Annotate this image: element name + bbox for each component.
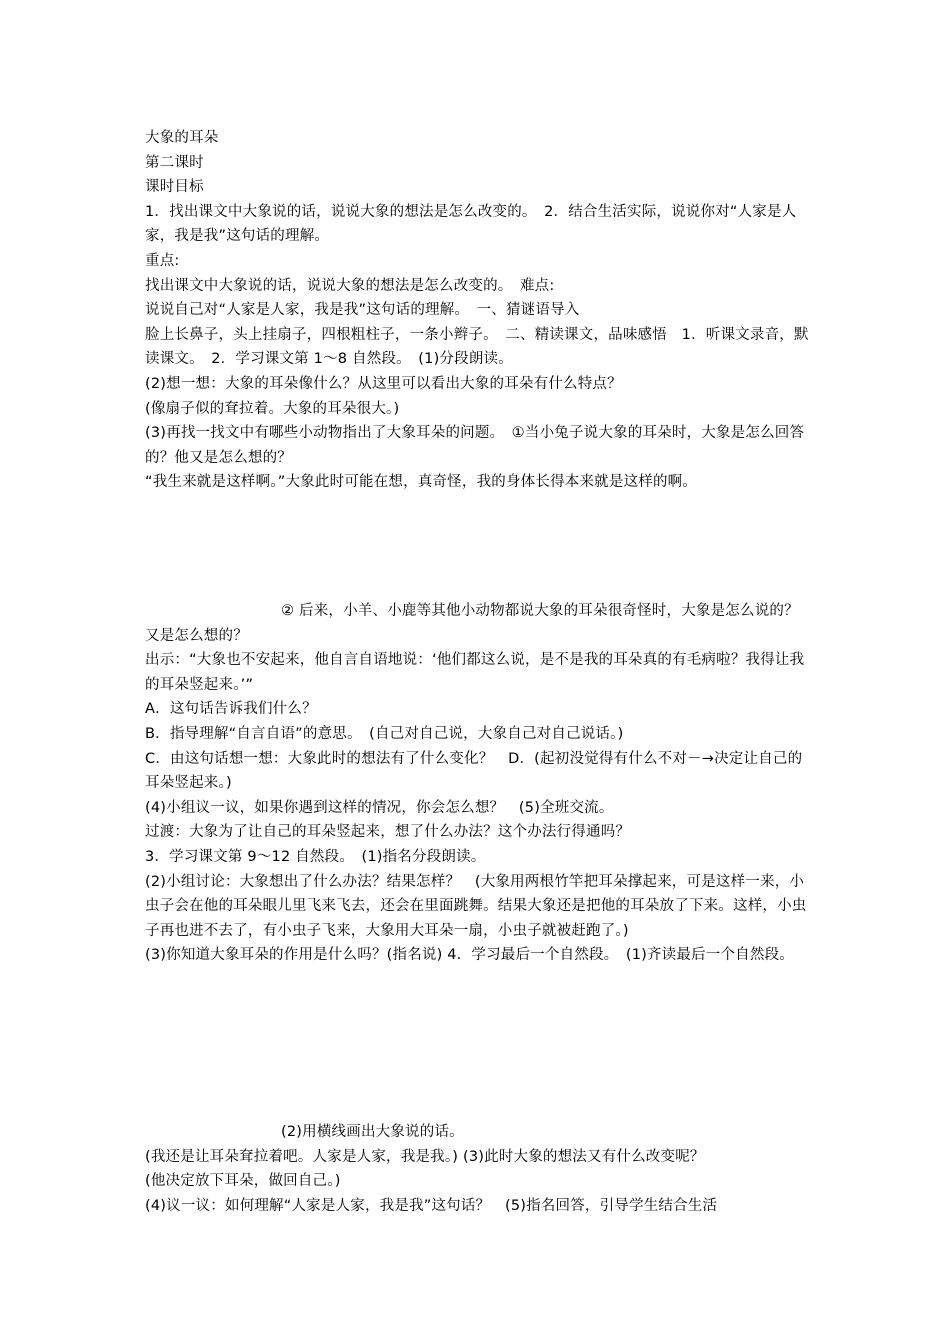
paragraph: (像扇子似的耷拉着。大象的耳朵很大。) (145, 400, 400, 417)
text-section-1 (145, 126, 810, 495)
paragraph: 3．学习课文第 9～12 自然段。 (1)指名分段朗读。 (145, 848, 486, 865)
paragraph: 脸上长鼻子，头上挂扇子，四根粗柱子，一条小辫子。 二、精读课文，品味感悟 1．听课文录音，默读课文。 2．学习课文第 1～8 自然段。 (1)分段朗读。 (145, 326, 809, 368)
paragraph: C．由这句话想一想：大象此时的想法有了什么变化？ D．(起初没觉得有什么不对－→决定让自己的耳朵竖起来。) (145, 750, 803, 792)
paragraph: 找出课文中大象说的话，说说大象的想法是怎么改变的。 难点: (145, 277, 555, 294)
paragraph: (3)再找一找文中有哪些小动物指出了大象耳朵的问题。 ①当小兔子说大象的耳朵时，大象是怎么回答的？他又是怎么想的？ (145, 425, 805, 466)
lesson-period: 第二课时 (145, 154, 204, 171)
paragraph: (我还是让耳朵耷拉着吧。人家是人家，我是我。) (3)此时大象的想法又有什么改变呢？ (145, 1148, 705, 1165)
text-section-2 (145, 599, 810, 968)
paragraph: (4)议一议：如何理解“人家是人家，我是我”这句话？ (5)指名回答，引导学生结合生活 (145, 1197, 718, 1214)
paragraph: 出示：“大象也不安起来，他自言自语地说：‘他们都这么说，是不是我的耳朵真的有毛病啦？我得让我的耳朵竖起来。’” (145, 652, 805, 693)
paragraph: ② 后来，小羊、小鹿等其他小动物都说大象的耳朵很奇怪时，大象是怎么说的？又是怎么想的？ (145, 603, 799, 644)
paragraph: (4)小组议一议，如果你遇到这样的情况，你会怎么想？ (5)全班交流。 (145, 799, 614, 816)
paragraph: 说说自己对“人家是人家，我是我”这句话的理解。 一、猜谜语导入 (145, 302, 580, 319)
paragraph: B．指导理解“自言自语”的意思。 (自己对自己说，大象自己对自己说话。) (145, 725, 624, 742)
heading-key-points: 重点: (145, 252, 180, 269)
paragraph: 过渡：大象为了让自己的耳朵竖起来，想了什么办法？这个办法行得通吗？ (145, 824, 631, 841)
paragraph: 1．找出课文中大象说的话，说说大象的想法是怎么改变的。 2．结合生活实际，说说你对“人家是人家，我是我”这句话的理解。 (145, 203, 797, 245)
paragraph: (2)想一想：大象的耳朵像什么？从这里可以看出大象的耳朵有什么特点？ (145, 375, 622, 392)
paragraph: (他决定放下耳朵，做回自己。) (145, 1173, 341, 1190)
heading-objectives: 课时目标 (145, 179, 204, 196)
paragraph: A．这句话告诉我们什么？ (145, 701, 317, 718)
paragraph: (3)你知道大象耳朵的作用是什么吗？(指名说) 4．学习最后一个自然段。 (1)齐读最后一个自然段。 (145, 947, 794, 964)
text-section-3 (145, 1120, 810, 1218)
paragraph: (2)用横线画出大象说的话。 (281, 1124, 464, 1140)
paragraph: “我生来就是这样啊。”大象此时可能在想，真奇怪，我的身体长得本来就是这样的啊。 (145, 474, 698, 491)
document-title: 大象的耳朵 (145, 130, 219, 146)
paragraph: (2)小组讨论：大象想出了什么办法？结果怎样？ (大象用两根竹竿把耳朵撑起来，可是这样一来，小虫子会在他的耳朵眼儿里飞来飞去，还会在里面跳舞。结果大象还是把他的耳朵放了下来。这样，小虫子再也进不去了，有小虫子飞来，大象用大耳朵一扇，小虫子就被赶跑了。) (145, 873, 807, 939)
